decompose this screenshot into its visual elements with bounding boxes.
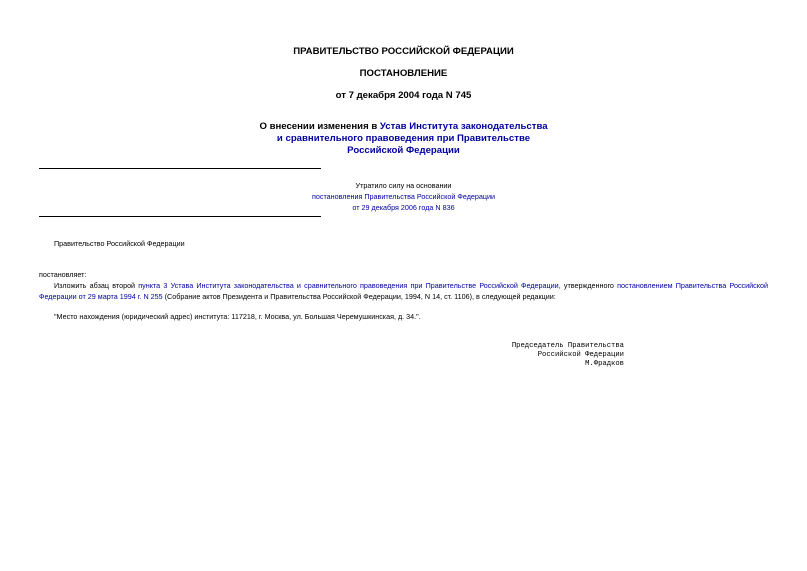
divider-top: [39, 168, 321, 169]
main-paragraph: [39, 280, 768, 302]
divider-bottom: [39, 216, 321, 217]
repeal-decree-link-line2[interactable]: от 29 декабря 2006 года N 836: [352, 203, 455, 212]
charter-clause-link[interactable]: пункта 3 Устава Института законодательства и сравнительного правоведения при Правительстве Российской Федерации: [138, 281, 559, 290]
document-type: ПОСТАНОВЛЕНИЕ: [359, 68, 448, 79]
document-date-number: от 7 декабря 2004 года N 745: [335, 90, 472, 101]
government-heading: ПРАВИТЕЛЬСТВО РОССИЙСКОЙ ФЕДЕРАЦИИ: [293, 46, 514, 57]
status-note: [250, 180, 557, 213]
signature-name: М.Фрадков: [585, 360, 624, 368]
approval-decree-link-part1[interactable]: постановлением Правительства Российской: [617, 281, 768, 290]
charter-link-line2[interactable]: и сравнительного правоведения при Правительстве: [276, 133, 531, 144]
paragraph-mid: , утвержденного: [558, 281, 618, 290]
paragraph-end: (Собрание актов Президента и Правительства Российской Федерации, 1994, N 14, ст. 1106), в следующей редакции:: [162, 292, 556, 301]
paragraph-start: Изложить абзац второй: [54, 281, 139, 290]
issuer-text: Правительство Российской Федерации: [54, 239, 185, 248]
approval-decree-link-part2[interactable]: Федерации от 29 марта 1994 г. N 255: [39, 292, 163, 301]
status-note-line1: Утратило силу на основании: [355, 181, 452, 190]
charter-link-line1[interactable]: Устав Института законодательства: [379, 121, 548, 132]
document-title: [0, 121, 807, 157]
charter-link-line3[interactable]: Российской Федерации: [347, 145, 460, 156]
repeal-decree-link-line1[interactable]: постановления Правительства Российской Федерации: [311, 192, 496, 201]
title-prefix: О внесении изменения в: [259, 121, 380, 132]
decrees-text: постановляет:: [39, 270, 87, 279]
signature-block: [460, 342, 624, 369]
new-wording-quote: "Место нахождения (юридический адрес) института: 117218, г. Москва, ул. Большая Черемушкинская, д. 34.".: [54, 312, 421, 321]
signature-country: Российской Федерации: [537, 351, 624, 359]
signature-position: Председатель Правительства: [511, 342, 624, 350]
